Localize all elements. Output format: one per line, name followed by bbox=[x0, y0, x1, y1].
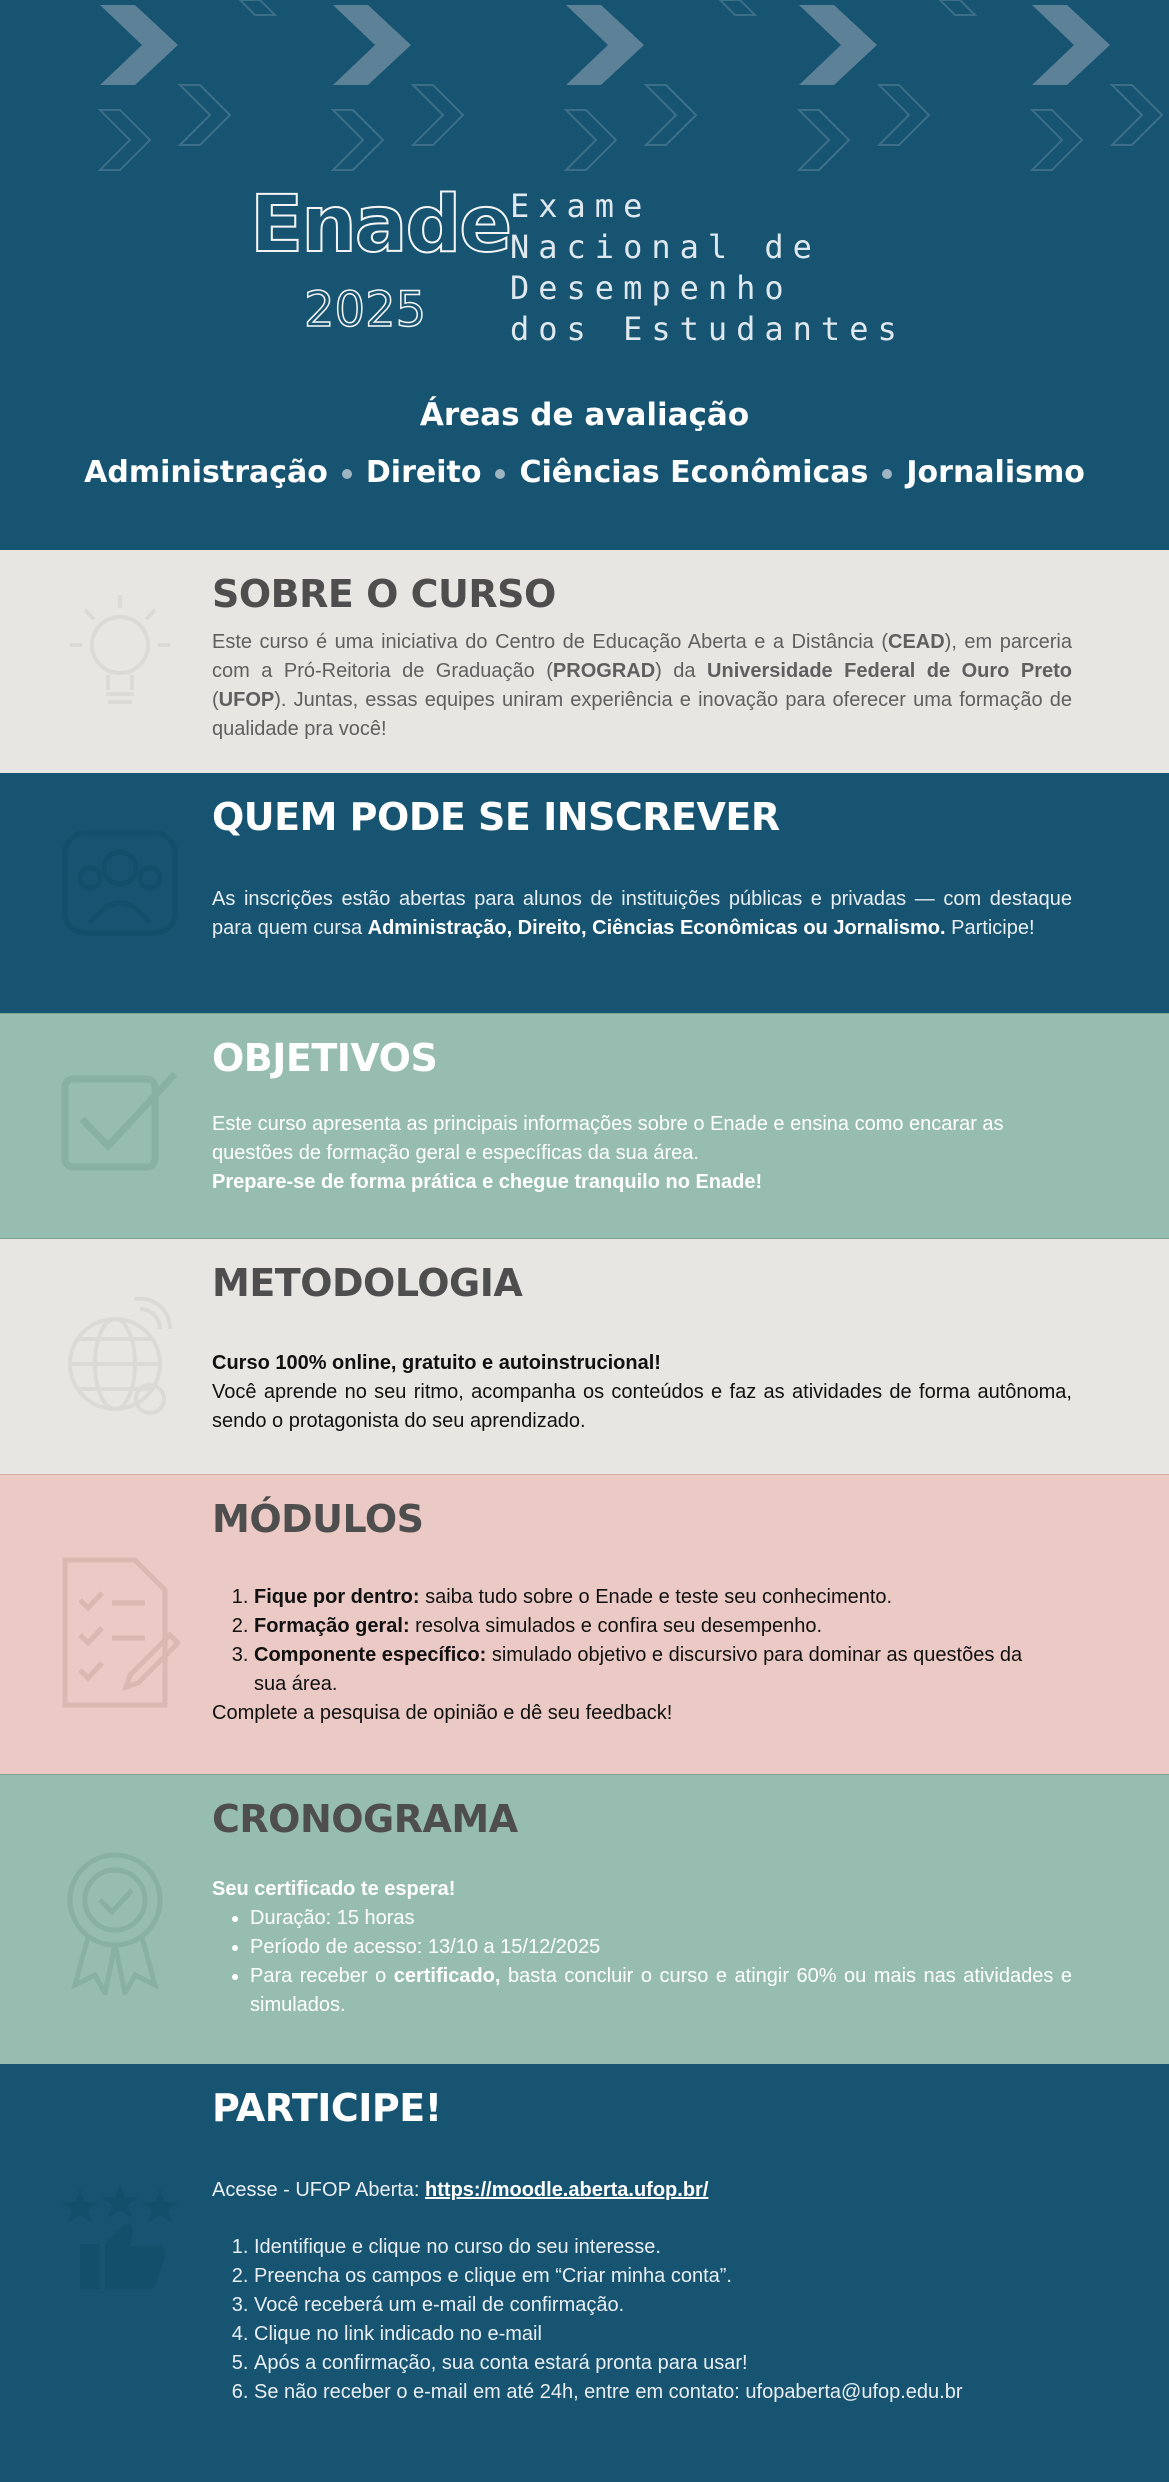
text-bold: CEAD bbox=[888, 631, 945, 653]
list-item: • Duração: 15 horas bbox=[250, 1904, 1072, 1933]
section-quem bbox=[0, 773, 1169, 1013]
text-span: basta concluir o curso e atingir 60% ou mais nas atividades e simulados. bbox=[250, 1965, 1073, 2016]
globe-icon bbox=[60, 1284, 180, 1424]
checkbox-icon bbox=[60, 1064, 180, 1174]
list-item: 5. Após a confirmação, sua conta estará pronta para usar! bbox=[254, 2349, 1072, 2378]
section-title: MÓDULOS bbox=[212, 1497, 424, 1541]
checklist-icon bbox=[60, 1555, 180, 1715]
sobre-text bbox=[212, 628, 1072, 744]
text-bold: UFOP bbox=[218, 689, 275, 711]
text-span: saiba tudo sobre o Enade e teste seu conhecimento. bbox=[419, 1586, 893, 1608]
objetivos-highlight: Prepare-se de forma prática e chegue tranquilo no Enade! bbox=[212, 1171, 763, 1193]
logo-enade: Enade bbox=[250, 180, 511, 270]
text-span: Participe! bbox=[945, 917, 1035, 939]
text-bold: certificado, bbox=[393, 1965, 501, 1987]
metodologia-text: Você aprende no seu ritmo, acompanha os conteúdos e faz as atividades de forma autônoma, sendo o protagonista do seu aprendizado. bbox=[212, 1381, 1072, 1432]
logo-subtitle bbox=[510, 186, 906, 350]
bullet-dot bbox=[342, 469, 352, 479]
section-title: OBJETIVOS bbox=[212, 1036, 438, 1080]
list-item bbox=[254, 1641, 1024, 1699]
list-item: • Período de acesso: 13/10 a 15/12/2025 bbox=[250, 1933, 1072, 1962]
text-span: ), em parceria com a Pró-Reitoria de Graduação ( bbox=[212, 631, 1072, 682]
text-span: ( bbox=[212, 689, 219, 711]
cronograma-subtitle: Seu certificado te espera! bbox=[212, 1878, 456, 1900]
modulos-footer: Complete a pesquisa de opinião e dê seu feedback! bbox=[212, 1702, 673, 1724]
area-item: Ciências Econômicas bbox=[519, 455, 869, 490]
text-span: ). Juntas, essas equipes uniram experiência e inovação para oferecer uma formação de qualidade pra você! bbox=[212, 689, 1072, 740]
text-bold: PROGRAD bbox=[552, 660, 656, 682]
section-title: PARTICIPE! bbox=[212, 2086, 442, 2130]
list-item: 1. Identifique e clique no curso do seu interesse. bbox=[254, 2233, 1072, 2262]
list-item: 3. Você receberá um e-mail de confirmação. bbox=[254, 2291, 1072, 2320]
list-item bbox=[254, 1612, 1024, 1641]
text-span: Para receber o bbox=[250, 1965, 394, 1987]
logo-line: dos Estudantes bbox=[510, 310, 906, 348]
text-span: Este curso é uma iniciativa do Centro de Educação Aberta e a Distância ( bbox=[212, 631, 888, 653]
area-item: Direito bbox=[365, 455, 482, 490]
text-bold: Administração, Direito, Ciências Econômicas ou Jornalismo. bbox=[367, 917, 946, 939]
areas-title: Áreas de avaliação bbox=[419, 397, 750, 433]
modulos-list bbox=[212, 1583, 1024, 1699]
list-item: 4. Clique no link indicado no e-mail bbox=[254, 2320, 1072, 2349]
area-item: Jornalismo bbox=[906, 455, 1085, 490]
area-item: Administração bbox=[84, 455, 328, 490]
participe-steps bbox=[212, 2233, 1072, 2407]
section-title: QUEM PODE SE INSCREVER bbox=[212, 795, 780, 839]
logo-line: Nacional de bbox=[510, 228, 821, 266]
certificate-badge-icon bbox=[60, 1845, 180, 1995]
section-metodologia bbox=[0, 1239, 1169, 1474]
section-title: CRONOGRAMA bbox=[212, 1797, 518, 1841]
text-span: As inscrições estão abertas para alunos de instituições públicas e privadas — com destaque para quem cursa bbox=[212, 888, 1072, 939]
list-item: 2. Preencha os campos e clique em “Criar minha conta”. bbox=[254, 2262, 1072, 2291]
logo-line: Desempenho bbox=[510, 269, 793, 307]
text-bold: Formação geral: bbox=[254, 1615, 410, 1637]
thumbs-up-stars-icon bbox=[60, 2184, 180, 2294]
areas-list bbox=[0, 455, 1169, 490]
access-label: Acesse - UFOP Aberta: bbox=[212, 2179, 426, 2201]
text-bold: Fique por dentro: bbox=[254, 1586, 420, 1608]
lightbulb-icon bbox=[60, 590, 180, 720]
logo-year: 2025 bbox=[304, 282, 427, 338]
moodle-link[interactable]: https://moodle.aberta.ufop.br/ bbox=[425, 2179, 709, 2201]
section-sobre bbox=[0, 550, 1169, 773]
logo-line: Exame bbox=[510, 187, 652, 225]
section-objetivos bbox=[0, 1013, 1169, 1239]
chevron-pattern bbox=[0, 0, 1169, 180]
quem-text bbox=[212, 885, 1072, 943]
header-banner bbox=[0, 0, 1169, 550]
list-item bbox=[250, 1962, 1072, 2020]
section-participe bbox=[0, 2064, 1169, 2482]
section-cronograma bbox=[0, 1774, 1169, 2064]
bullet-dot bbox=[495, 469, 505, 479]
section-modulos bbox=[0, 1474, 1169, 1774]
text-span: simulado objetivo e discursivo para dominar as questões da sua área. bbox=[254, 1644, 1023, 1695]
section-title: SOBRE O CURSO bbox=[212, 572, 556, 616]
text-span: ) da bbox=[655, 660, 708, 682]
metodologia-highlight: Curso 100% online, gratuito e autoinstrucional! bbox=[212, 1352, 661, 1374]
list-item: 6. Se não receber o e-mail em até 24h, entre em contato: ufopaberta@ufop.edu.br bbox=[254, 2378, 1072, 2407]
bullet-dot bbox=[882, 469, 892, 479]
students-icon bbox=[60, 823, 180, 943]
text-span: resolva simulados e confira seu desempenho. bbox=[409, 1615, 823, 1637]
list-item bbox=[254, 1583, 1024, 1612]
objetivos-text: Este curso apresenta as principais informações sobre o Enade e ensina como encarar as questões de formação geral e específicas da sua área. bbox=[212, 1113, 1004, 1164]
text-bold: Componente específico: bbox=[254, 1644, 487, 1666]
text-bold: Universidade Federal de Ouro Preto bbox=[707, 660, 1072, 682]
access-line bbox=[212, 2176, 1072, 2205]
cronograma-list bbox=[212, 1904, 1072, 2020]
section-title: METODOLOGIA bbox=[212, 1261, 523, 1305]
